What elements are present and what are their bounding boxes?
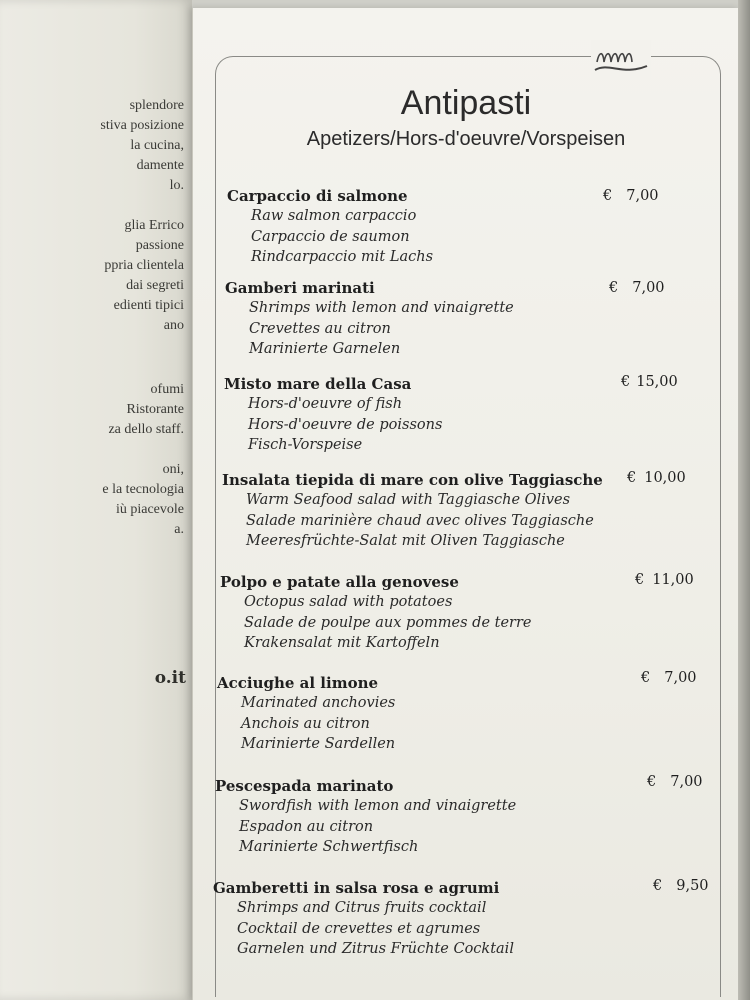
left-page [0,0,192,1000]
left-text-line: stiva posizione [100,118,184,133]
item-translation: Marinierte Sardellen [241,736,396,752]
item-translation: Krakensalat mit Kartoffeln [244,635,440,651]
item-translation: Anchois au citron [241,715,370,732]
menu-item [227,186,433,268]
left-text-line: Ristorante [126,402,184,417]
item-price: € 7,00 [603,188,659,204]
left-text-line: ppria clientela [104,258,184,273]
item-translation: Marinierte Schwertfisch [239,839,419,855]
left-text-line: za dello staff. [108,422,184,437]
menu-item [224,374,442,456]
left-text-line: glia Errico [124,218,184,233]
table-edge [738,0,750,1000]
item-translation: Shrimps and Citrus fruits cocktail [237,900,487,916]
item-translation: Shrimps with lemon and vinaigrette [249,300,514,316]
item-translation: Crevettes au citron [249,320,391,337]
item-translation: Marinierte Garnelen [249,341,401,357]
item-price: € 7,00 [609,280,665,296]
item-name: Misto mare della Casa [224,375,412,393]
item-translation: Cocktail de crevettes et agrumes [237,920,481,937]
left-text-line: oni, [162,462,184,477]
wave-logo-icon [591,40,651,80]
item-price: € 11,00 [635,572,694,588]
menu-item [225,278,514,360]
left-text-line: passione [135,238,184,253]
left-text-line: dai segreti [126,278,184,293]
item-name: Gamberi marinati [225,279,375,297]
item-translation: Hors-d'oeuvre of fish [248,396,403,412]
item-price: € 7,00 [641,670,697,686]
left-text-line: e la tecnologia [102,482,184,497]
item-translation: Swordfish with lemon and vinaigrette [239,798,517,814]
left-text-line: edienti tipici [113,298,184,313]
item-translation: Raw salmon carpaccio [251,208,417,224]
item-translation: Meeresfrüchte-Salat mit Oliven Taggiasche [246,533,565,549]
item-translation: Salade marinière chaud avec olives Taggiasche [246,512,594,529]
item-translation: Warm Seafood salad with Taggiasche Olives [246,492,571,508]
left-text-line: splendore [129,98,184,113]
page-subtitle: Apetizers/Hors-d'oeuvre/Vorspeisen [306,128,626,150]
item-translation: Octopus salad with potatoes [244,594,453,610]
item-translation: Rindcarpaccio mit Lachs [251,249,434,265]
item-translation: Garnelen und Zitrus Früchte Cocktail [237,941,514,957]
left-text-line: ofumi [150,382,184,397]
item-price: € 7,00 [647,774,703,790]
item-translation: Hors-d'oeuvre de poissons [248,416,443,433]
menu-item [220,572,532,654]
left-text-line: ano [163,318,184,333]
item-name: Pescespada marinato [215,777,394,795]
page-title: Antipasti [400,84,532,122]
left-text-line: iù piacevole [115,502,184,517]
left-text-line: a. [174,522,184,537]
item-name: Polpo e patate alla genovese [220,573,459,591]
item-price: € 9,50 [653,878,709,894]
item-translation: Salade de poulpe aux pommes de terre [244,614,532,631]
left-text-line: lo. [169,178,184,193]
left-text-line: damente [136,158,184,173]
item-price: € 10,00 [627,470,686,486]
right-page [192,8,739,1000]
menu-item [217,673,395,755]
menu-item [215,776,516,858]
left-text-line: la cucina, [130,138,184,153]
item-name: Acciughe al limone [217,674,379,692]
item-name: Insalata tiepida di mare con olive Taggiasche [222,471,603,489]
website-url: o.it [154,668,186,688]
item-price: € 15,00 [621,374,678,390]
menu-item [213,878,514,960]
item-name: Gamberetti in salsa rosa e agrumi [213,879,500,897]
item-translation: Marinated anchovies [241,695,396,711]
item-translation: Fisch-Vorspeise [248,437,363,453]
item-translation: Carpaccio de saumon [251,228,410,245]
item-translation: Espadon au citron [239,818,374,835]
item-name: Carpaccio di salmone [227,187,408,205]
menu-item [222,470,603,552]
